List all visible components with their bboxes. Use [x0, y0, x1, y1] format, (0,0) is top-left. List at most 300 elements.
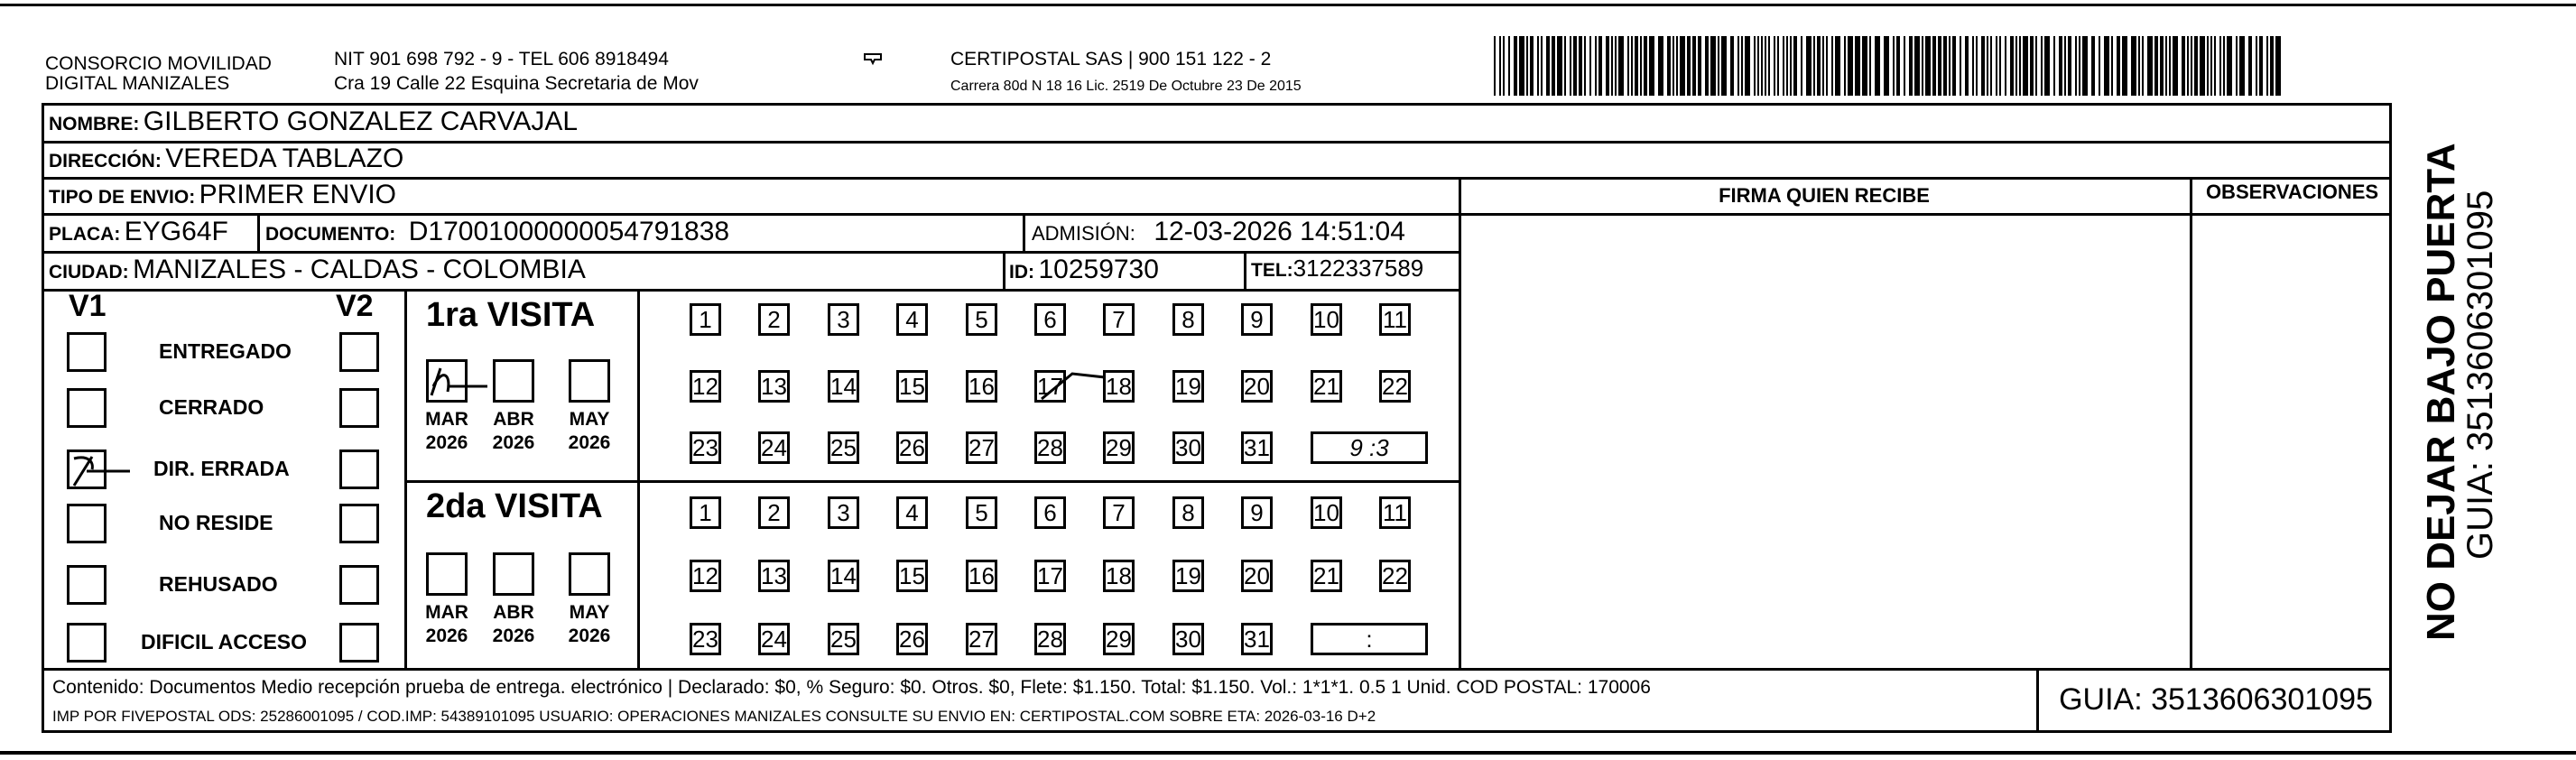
nit-line: NIT 901 698 792 - 9 - TEL 606 8918494: [334, 49, 669, 70]
barcode-bar: [2064, 36, 2066, 96]
id-label: ID:: [1009, 262, 1034, 283]
tipo-row: [49, 180, 396, 210]
barcode-bar: [1754, 36, 1756, 96]
day-checkbox[interactable]: 17: [1034, 370, 1066, 403]
day-checkbox[interactable]: 18: [1103, 370, 1135, 403]
barcode-bar: [1710, 36, 1716, 96]
day-checkbox[interactable]: 29: [1103, 623, 1135, 655]
ciudad-label: CIUDAD:: [49, 262, 129, 283]
footer-guia-divider: [2036, 668, 2039, 733]
barcode-bar: [2015, 36, 2017, 96]
barcode-bar: [1952, 36, 1956, 96]
barcode-bar: [1783, 36, 1784, 96]
day-checkbox[interactable]: 23: [690, 431, 721, 464]
tel-cell: [1251, 255, 1423, 283]
day-checkbox[interactable]: 27: [966, 431, 997, 464]
barcode-bar: [1996, 36, 1997, 96]
day-checkbox[interactable]: 25: [828, 431, 859, 464]
barcode-bar: [2270, 36, 2274, 96]
month-checkbox[interactable]: [569, 359, 610, 403]
direccion-label: DIRECCIÓN:: [49, 151, 162, 171]
signature-header-divider: [1459, 213, 2392, 216]
barcode-bar: [1676, 36, 1678, 96]
day-checkbox[interactable]: 7: [1103, 303, 1135, 336]
barcode-bar: [2210, 36, 2212, 96]
courier-line1: CERTIPOSTAL SAS | 900 151 122 - 2: [950, 49, 1272, 70]
barcode-bar: [2138, 36, 2140, 96]
barcode-bar: [1813, 36, 1815, 96]
day-checkbox[interactable]: 1: [690, 496, 721, 529]
barcode-bar: [1541, 36, 1543, 96]
barcode-bar: [2053, 36, 2055, 96]
barcode-bar: [2010, 36, 2014, 96]
v2-checkbox[interactable]: [339, 504, 379, 543]
documento-cell: [265, 217, 729, 247]
row-divider: [42, 289, 1459, 292]
day-checkbox[interactable]: 3: [828, 303, 859, 336]
v2-checkbox[interactable]: [339, 332, 379, 372]
barcode-bar: [1862, 36, 1867, 96]
visit-time-field[interactable]: 9 :3: [1311, 431, 1428, 464]
day-checkbox[interactable]: 6: [1034, 303, 1066, 336]
day-checkbox[interactable]: 16: [966, 560, 997, 592]
direccion-row: [49, 144, 403, 174]
day-checkbox[interactable]: 14: [828, 370, 859, 403]
month-name: ABR: [493, 409, 534, 430]
barcode-bar: [1972, 36, 1974, 96]
barcode-bar: [1987, 36, 1988, 96]
barcode-bar: [1932, 36, 1936, 96]
barcode-bar: [2219, 36, 2221, 96]
barcode-bar: [2165, 36, 2167, 96]
barcode-bar: [1786, 36, 1788, 96]
observations-divider: [2190, 177, 2192, 668]
admision-cell: [1032, 217, 1405, 247]
barcode-bar: [1595, 36, 1597, 96]
barcode-bar: [2182, 36, 2185, 96]
barcode-bar: [2207, 36, 2209, 96]
barcode-bar: [1570, 36, 1571, 96]
month-label: [482, 408, 545, 455]
tipo-label: TIPO DE ENVIO:: [49, 187, 196, 208]
barcode-bar: [1835, 36, 1840, 96]
month-name: MAY: [569, 409, 610, 430]
barcode-bar: [1774, 36, 1775, 96]
first-visit-title: 1ra VISITA: [426, 296, 596, 334]
barcode-bar: [1598, 36, 1602, 96]
signature-divider: [1459, 177, 1461, 668]
day-checkbox[interactable]: 14: [828, 560, 859, 592]
barcode-bar: [1925, 36, 1931, 96]
day-checkbox[interactable]: 26: [896, 623, 928, 655]
tipo-value: PRIMER ENVIO: [199, 180, 397, 209]
barcode-bar: [1768, 36, 1770, 96]
day-checkbox[interactable]: 21: [1311, 370, 1342, 403]
day-checkbox[interactable]: 31: [1241, 431, 1273, 464]
status-label: DIFICIL ACCESO: [141, 630, 308, 653]
v2-checkbox[interactable]: [339, 565, 379, 605]
barcode-bar: [2044, 36, 2050, 96]
day-checkbox[interactable]: 2: [758, 496, 790, 529]
day-checkbox[interactable]: 22: [1379, 560, 1411, 592]
day-checkbox[interactable]: 25: [828, 623, 859, 655]
barcode: [1494, 36, 2288, 96]
barcode-bar: [2122, 36, 2127, 96]
bottom-edge-line: [0, 751, 2576, 755]
barcode-bar: [1848, 36, 1853, 96]
barcode-bar: [2091, 36, 2095, 96]
month-year: 2026: [425, 432, 468, 453]
day-checkbox[interactable]: 5: [966, 496, 997, 529]
day-checkbox[interactable]: 27: [966, 623, 997, 655]
barcode-bar: [2147, 36, 2153, 96]
month-year: 2026: [425, 626, 468, 646]
footer-line2: IMP POR FIVEPOSTAL ODS: 25286001095 / COD.IMP: 54389101095 USUARIO: OPERACIONES MANIZALES CONSULTE SU ENVIO EN: CERTIPOSTAL.COM SOBRE ETA: 2026-03-16 D+2: [52, 708, 1376, 725]
day-checkbox[interactable]: 15: [896, 560, 928, 592]
barcode-bar: [1990, 36, 1992, 96]
barcode-bar: [2248, 36, 2252, 96]
day-checkbox[interactable]: 10: [1311, 496, 1342, 529]
month-label: [415, 408, 478, 455]
barcode-bar: [2117, 36, 2120, 96]
barcode-bar: [2239, 36, 2245, 96]
v1-checkbox[interactable]: [67, 388, 107, 428]
nombre-row: [49, 107, 578, 137]
barcode-bar: [1584, 36, 1586, 96]
barcode-bar: [2275, 36, 2281, 96]
v2-checkbox[interactable]: [339, 450, 379, 489]
v2-checkbox[interactable]: [339, 388, 379, 428]
barcode-bar: [1526, 36, 1528, 96]
consortium-name-line1: CONSORCIO MOVILIDAD: [45, 53, 272, 74]
day-checkbox[interactable]: 4: [896, 496, 928, 529]
barcode-bar: [1801, 36, 1802, 96]
cell-divider: [1244, 251, 1246, 289]
barcode-bar: [1537, 36, 1539, 96]
barcode-bar: [1687, 36, 1691, 96]
barcode-bar: [1503, 36, 1505, 96]
day-checkbox[interactable]: 3: [828, 496, 859, 529]
barcode-bar: [2142, 36, 2144, 96]
barcode-bar: [2023, 36, 2028, 96]
barcode-bar: [1494, 36, 1496, 96]
direccion-value: VEREDA TABLAZO: [165, 144, 404, 173]
id-cell: [1009, 255, 1159, 285]
day-checkbox[interactable]: 26: [896, 431, 928, 464]
cell-divider: [257, 213, 260, 251]
handwritten-check-dir-errada: [67, 450, 139, 491]
barcode-bar: [1606, 36, 1609, 96]
status-label: ENTREGADO: [159, 339, 292, 363]
day-checkbox[interactable]: 5: [966, 303, 997, 336]
day-checkbox[interactable]: 23: [690, 623, 721, 655]
day-checkbox[interactable]: 13: [758, 560, 790, 592]
day-checkbox[interactable]: 8: [1172, 303, 1204, 336]
consortium-name-line2: DIGITAL MANIZALES: [45, 73, 230, 94]
barcode-bar: [1508, 36, 1510, 96]
status-label: NO RESIDE: [159, 511, 273, 534]
barcode-bar: [1909, 36, 1913, 96]
day-checkbox[interactable]: 12: [690, 560, 721, 592]
barcode-bar: [1922, 36, 1923, 96]
barcode-bar: [1615, 36, 1617, 96]
v1-checkbox[interactable]: [67, 565, 107, 605]
barcode-bar: [2256, 36, 2257, 96]
visit-divider: [404, 480, 1459, 483]
footer-guia: GUIA: 3513606301095: [2059, 682, 2373, 717]
barcode-bar: [2111, 36, 2113, 96]
day-checkbox[interactable]: 20: [1241, 370, 1273, 403]
day-checkbox[interactable]: 16: [966, 370, 997, 403]
barcode-bar: [2191, 36, 2192, 96]
barcode-bar: [1826, 36, 1828, 96]
barcode-bar: [2104, 36, 2109, 96]
documento-value: D17001000000054791838: [408, 217, 730, 246]
barcode-bar: [2082, 36, 2088, 96]
barcode-bar: [2035, 36, 2037, 96]
month-year: 2026: [492, 626, 535, 646]
barcode-bar: [1806, 36, 1812, 96]
barcode-bar: [1949, 36, 1951, 96]
v1-header: V1: [69, 289, 107, 323]
barcode-bar: [1618, 36, 1624, 96]
barcode-bar: [1611, 36, 1613, 96]
day-checkbox[interactable]: 4: [896, 303, 928, 336]
barcode-bar: [2131, 36, 2136, 96]
month-label: [558, 601, 621, 648]
barcode-bar: [1976, 36, 1978, 96]
barcode-bar: [1589, 36, 1591, 96]
day-checkbox[interactable]: 21: [1311, 560, 1342, 592]
day-checkbox[interactable]: 9: [1241, 303, 1273, 336]
barcode-bar: [1896, 36, 1900, 96]
ciudad-cell: [49, 255, 586, 285]
month-year: 2026: [568, 432, 611, 453]
barcode-bar: [2160, 36, 2164, 96]
month-label: [558, 408, 621, 455]
barcode-bar: [1680, 36, 1685, 96]
barcode-bar: [1564, 36, 1566, 96]
barcode-bar: [1757, 36, 1759, 96]
barcode-bar: [1514, 36, 1517, 96]
barcode-bar: [1730, 36, 1734, 96]
barcode-bar: [1875, 36, 1880, 96]
month-checkbox[interactable]: [493, 552, 534, 596]
barcode-bar: [2194, 36, 2198, 96]
barcode-bar: [2187, 36, 2189, 96]
barcode-bar: [2019, 36, 2021, 96]
barcode-bar: [1855, 36, 1860, 96]
day-checkbox[interactable]: 7: [1103, 496, 1135, 529]
day-checkbox[interactable]: 30: [1172, 431, 1204, 464]
day-checkbox[interactable]: 13: [758, 370, 790, 403]
day-checkbox[interactable]: 31: [1241, 623, 1273, 655]
month-divider: [637, 289, 640, 668]
day-checkbox[interactable]: 22: [1379, 370, 1411, 403]
barcode-bar: [1844, 36, 1846, 96]
day-checkbox[interactable]: 1: [690, 303, 721, 336]
address-line: Cra 19 Calle 22 Esquina Secretaria de Mov: [334, 73, 699, 94]
day-checkbox[interactable]: 12: [690, 370, 721, 403]
barcode-bar: [1692, 36, 1696, 96]
day-checkbox[interactable]: 24: [758, 431, 790, 464]
barcode-bar: [2214, 36, 2216, 96]
observaciones-header: OBSERVACIONES: [2205, 181, 2379, 203]
barcode-bar: [1499, 36, 1501, 96]
barcode-bar: [1790, 36, 1792, 96]
day-checkbox[interactable]: 2: [758, 303, 790, 336]
tel-value: 3122337589: [1293, 255, 1424, 282]
barcode-bar: [2030, 36, 2034, 96]
barcode-bar: [1519, 36, 1524, 96]
barcode-bar: [1658, 36, 1663, 96]
barcode-bar: [1557, 36, 1562, 96]
barcode-bar: [2169, 36, 2171, 96]
day-checkbox[interactable]: 10: [1311, 303, 1342, 336]
month-checkbox[interactable]: [493, 359, 534, 403]
barcode-bar: [1817, 36, 1821, 96]
barcode-bar: [1705, 36, 1709, 96]
month-name: MAR: [425, 409, 468, 430]
barcode-bar: [2068, 36, 2071, 96]
barcode-bar: [1904, 36, 1905, 96]
handwritten-check-mar-2026: [424, 359, 496, 404]
month-name: ABR: [493, 602, 534, 623]
footer-line1: Contenido: Documentos Medio recepción prueba de entrega. electrónico | Declarado: $0, % Seguro: $0. Otros. $0, Flete: $1.150. Total: $1.150. Vol.: 1*1*1. 0.5 1 Unid. COD POSTAL: 170006: [52, 677, 1651, 698]
top-edge-line: [0, 4, 2576, 6]
barcode-bar: [1745, 36, 1750, 96]
barcode-bar: [1573, 36, 1577, 96]
barcode-bar: [1793, 36, 1797, 96]
month-year: 2026: [492, 432, 535, 453]
v2-checkbox[interactable]: [339, 623, 379, 663]
second-visit-title: 2da VISITA: [426, 487, 603, 525]
day-checkbox[interactable]: 19: [1172, 370, 1204, 403]
barcode-bar: [2266, 36, 2268, 96]
barcode-bar: [1893, 36, 1895, 96]
barcode-bar: [1869, 36, 1871, 96]
status-label: REHUSADO: [159, 572, 278, 596]
barcode-bar: [2173, 36, 2178, 96]
month-label: [415, 601, 478, 648]
handwritten-strike-day-17: [1036, 365, 1108, 406]
admision-value: 12-03-2026 14:51:04: [1154, 217, 1405, 246]
month-year: 2026: [568, 626, 611, 646]
barcode-bar: [1999, 36, 2001, 96]
barcode-bar: [1777, 36, 1779, 96]
barcode-bar: [2236, 36, 2238, 96]
barcode-bar: [1960, 36, 1961, 96]
barcode-bar: [1530, 36, 1534, 96]
day-checkbox[interactable]: 17: [1034, 560, 1066, 592]
barcode-bar: [1737, 36, 1739, 96]
day-checkbox[interactable]: 29: [1103, 431, 1135, 464]
month-label: [482, 601, 545, 648]
day-checkbox[interactable]: 30: [1172, 623, 1204, 655]
barcode-bar: [1631, 36, 1633, 96]
barcode-bar: [1721, 36, 1727, 96]
v1-checkbox[interactable]: [67, 623, 107, 663]
month-checkbox[interactable]: [569, 552, 610, 596]
barcode-bar: [2005, 36, 2006, 96]
v1-checkbox[interactable]: [67, 332, 107, 372]
barcode-bar: [2154, 36, 2158, 96]
barcode-bar: [1649, 36, 1654, 96]
v2-header: V2: [336, 289, 374, 323]
barcode-bar: [2200, 36, 2205, 96]
barcode-bar: [2223, 36, 2225, 96]
placa-value: EYG64F: [124, 217, 228, 246]
side-guia: GUIA: 3513606301095: [2460, 190, 2500, 560]
day-checkbox[interactable]: 11: [1379, 496, 1411, 529]
day-checkbox[interactable]: 15: [896, 370, 928, 403]
placa-cell: [49, 217, 228, 247]
certipostal-logo-icon: [862, 51, 884, 69]
courier-line2: Carrera 80d N 18 16 Lic. 2519 De Octubre 23 De 2015: [950, 79, 1302, 94]
barcode-bar: [2075, 36, 2077, 96]
barcode-bar: [1822, 36, 1824, 96]
barcode-bar: [1579, 36, 1582, 96]
barcode-bar: [1673, 36, 1674, 96]
barcode-bar: [1718, 36, 1719, 96]
tel-label: TEL:: [1251, 260, 1293, 281]
barcode-bar: [1981, 36, 1985, 96]
barcode-bar: [1938, 36, 1941, 96]
barcode-bar: [1765, 36, 1766, 96]
barcode-bar: [1884, 36, 1889, 96]
cell-divider: [1003, 251, 1005, 289]
day-checkbox[interactable]: 6: [1034, 496, 1066, 529]
barcode-bar: [1640, 36, 1642, 96]
side-warning: NO DEJAR BAJO PUERTA: [2419, 143, 2463, 641]
barcode-bar: [2079, 36, 2080, 96]
barcode-bar: [1627, 36, 1629, 96]
day-checkbox[interactable]: 19: [1172, 560, 1204, 592]
barcode-bar: [1831, 36, 1833, 96]
day-checkbox[interactable]: 8: [1172, 496, 1204, 529]
barcode-bar: [2259, 36, 2263, 96]
barcode-bar: [1635, 36, 1638, 96]
day-checkbox[interactable]: 11: [1379, 303, 1411, 336]
day-checkbox[interactable]: 24: [758, 623, 790, 655]
day-checkbox[interactable]: 28: [1034, 431, 1066, 464]
barcode-bar: [1965, 36, 1969, 96]
day-checkbox[interactable]: 9: [1241, 496, 1273, 529]
id-value: 10259730: [1038, 255, 1159, 284]
nombre-value: GILBERTO GONZALEZ CARVAJAL: [143, 107, 579, 136]
barcode-bar: [1943, 36, 1947, 96]
status-divider: [404, 289, 407, 668]
placa-label: PLACA:: [49, 224, 121, 245]
ciudad-value: MANIZALES - CALDAS - COLOMBIA: [133, 255, 586, 284]
firma-header: FIRMA QUIEN RECIBE: [1719, 184, 1930, 207]
month-checkbox[interactable]: [426, 552, 468, 596]
status-label: DIR. ERRADA: [153, 457, 290, 480]
barcode-bar: [2041, 36, 2043, 96]
day-checkbox[interactable]: 18: [1103, 560, 1135, 592]
month-name: MAY: [569, 602, 610, 623]
barcode-bar: [2099, 36, 2100, 96]
visit-time-field[interactable]: :: [1311, 623, 1428, 655]
day-checkbox[interactable]: 20: [1241, 560, 1273, 592]
barcode-bar: [1546, 36, 1550, 96]
admision-label: ADMISIÓN:: [1032, 222, 1135, 245]
barcode-bar: [1698, 36, 1701, 96]
day-checkbox[interactable]: 28: [1034, 623, 1066, 655]
barcode-bar: [2059, 36, 2062, 96]
cell-divider: [1023, 213, 1025, 251]
v1-checkbox[interactable]: [67, 504, 107, 543]
